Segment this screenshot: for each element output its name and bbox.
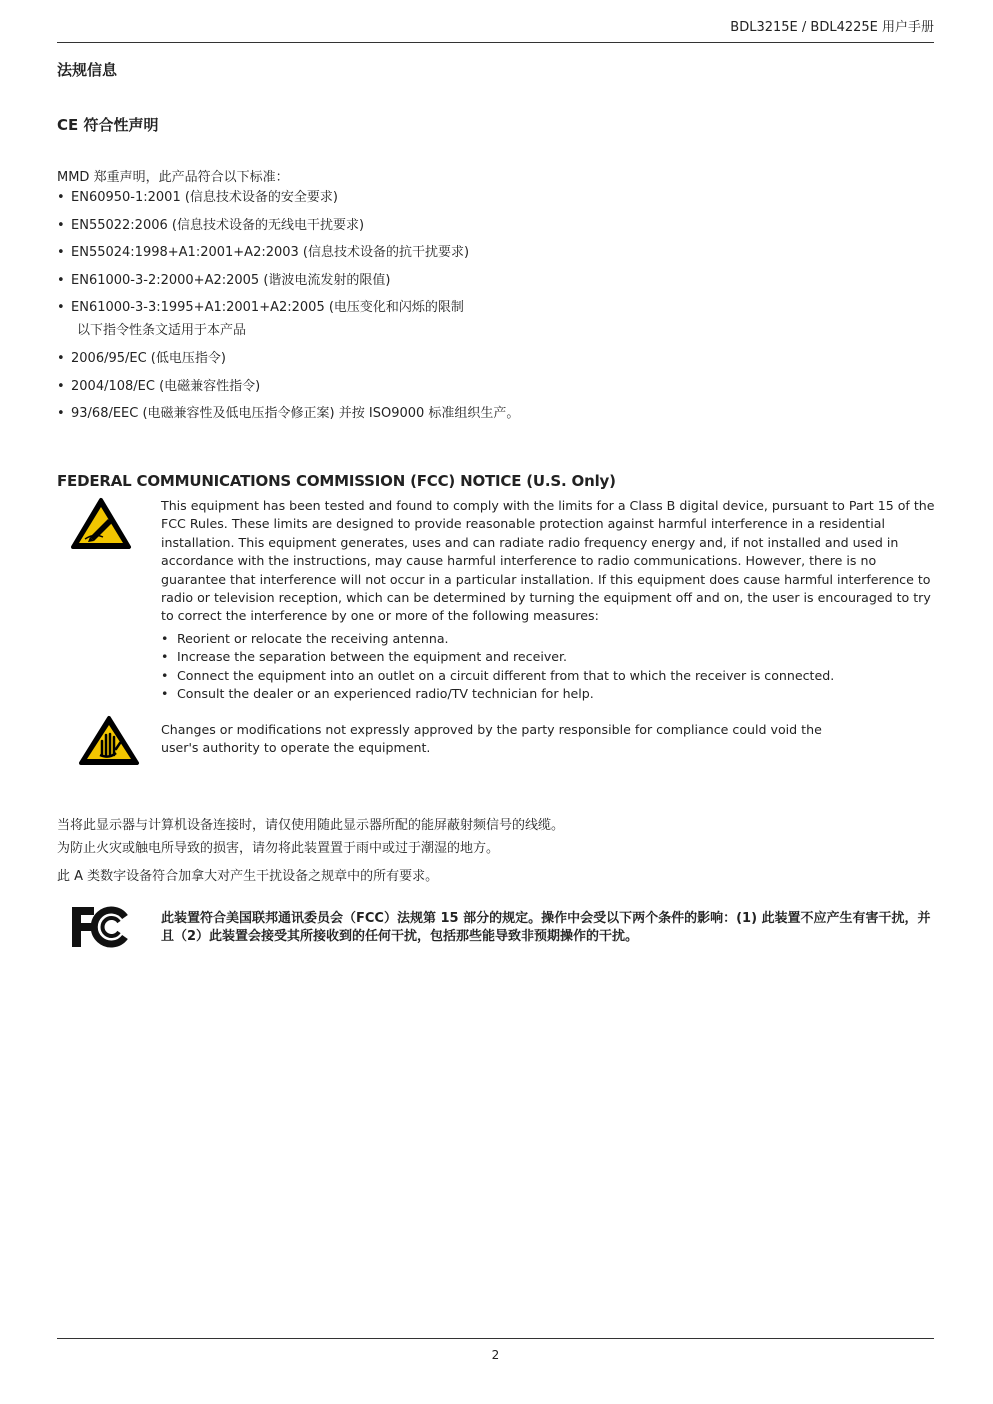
- warning-pen-icon: [70, 497, 132, 551]
- list-item: • 2006/95/EC (低电压指令): [57, 347, 927, 370]
- fcc-cn-statement: 此装置符合美国联邦通讯委员会（FCC）法规第 15 部分的规定。操作中会受以下两个条件的影响：(1) 此装置不应产生有害干扰，并且（2）此装置会接受其所接收到的任何干扰，包括那些能导致非预期操作的干扰。: [161, 911, 931, 944]
- list-item: • Consult the dealer or an experienced radio/TV technician for help.: [161, 685, 834, 703]
- cn-note-canada: 此 A 类数字设备符合加拿大对产生干扰设备之规章中的所有要求。: [57, 869, 439, 884]
- cn-note-cable: 当将此显示器与计算机设备连接时，请仅使用随此显示器所配的能屏蔽射频信号的线缆。: [57, 818, 565, 833]
- page-number: 2: [491, 1348, 500, 1362]
- list-item: • Connect the equipment into an outlet on a circuit different from that to which the receiver is connected.: [161, 667, 834, 685]
- ce-standards-list: [57, 186, 927, 430]
- ce-intro: MMD 郑重声明，此产品符合以下标准：: [57, 170, 289, 185]
- list-item: • EN55024:1998+A1:2001+A2:2003 (信息技术设备的抗干扰要求): [57, 241, 927, 264]
- manual-title: BDL3215E / BDL4225E 用户手册: [730, 20, 934, 35]
- warning-hand-icon: [78, 715, 140, 767]
- list-item: • EN61000-3-2:2000+A2:2005 (谐波电流发射的限值): [57, 269, 927, 292]
- fcc-title: FEDERAL COMMUNICATIONS COMMISSION (FCC) NOTICE (U.S. Only): [57, 472, 616, 490]
- fcc-changes-note: Changes or modifications not expressly approved by the party responsible for compliance could void the user's authority to operate the equipment.: [161, 722, 822, 756]
- list-item: • 93/68/EEC (电磁兼容性及低电压指令修正案) 并按 ISO9000 标准组织生产。: [57, 402, 927, 425]
- page-footer: [57, 1338, 934, 1362]
- regulatory-title: 法规信息: [57, 61, 118, 79]
- list-item: • 2004/108/EC (电磁兼容性指令): [57, 375, 927, 398]
- fcc-measures-list: [161, 630, 834, 704]
- fcc-logo-icon: [70, 905, 130, 949]
- fcc-body: This equipment has been tested and found to comply with the limits for a Class B digital device, pursuant to Part 15 of the FCC Rules. These limits are designed to provide reasonable protection against harmful interference in a residential installation. This equipment generates, uses and can radiate radio frequency energy and, if not installed and used in accordance with the instructions, may cause harmful interference to radio communications. However, there is no guarantee that interference will not occur in a particular installation. If this equipment does cause harmful interference to radio or television reception, which can be determined by turning the equipment off and on, the user is encouraged to try to correct the interference by one or more of the following measures:: [161, 498, 935, 624]
- list-item: • EN61000-3-3:1995+A1:2001+A2:2005 (电压变化和闪烁的限制 以下指令性条文适用于本产品: [57, 296, 927, 342]
- page-header: [57, 18, 934, 43]
- list-item: • Increase the separation between the equipment and receiver.: [161, 648, 834, 666]
- ce-title: CE 符合性声明: [57, 116, 159, 134]
- list-item: • EN60950-1:2001 (信息技术设备的安全要求): [57, 186, 927, 209]
- ce-subline: 以下指令性条文适用于本产品: [77, 323, 247, 339]
- cn-note-moisture: 为防止火灾或触电所导致的损害，请勿将此装置置于雨中或过于潮湿的地方。: [57, 841, 500, 856]
- list-item: • EN55022:2006 (信息技术设备的无线电干扰要求): [57, 214, 927, 237]
- list-item: • Reorient or relocate the receiving antenna.: [161, 630, 834, 648]
